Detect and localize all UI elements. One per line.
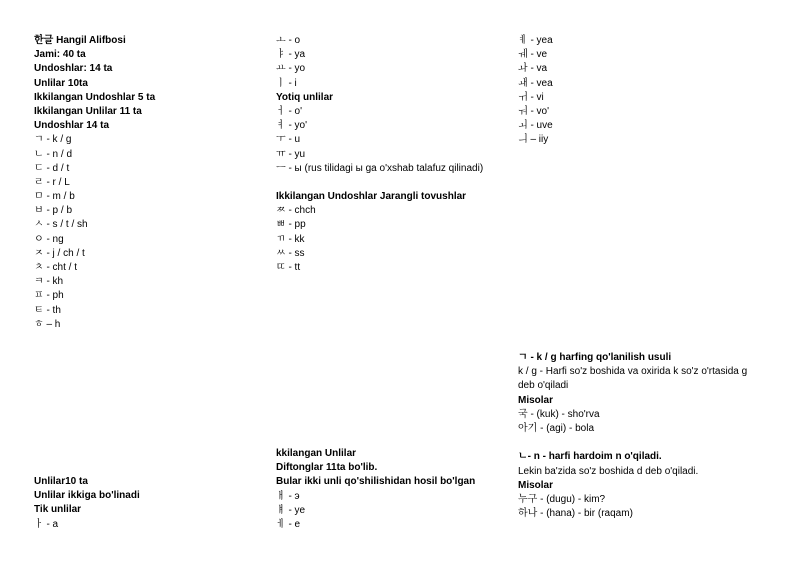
text-line: ㄴ- n - harfi hardoim n o'qiladi. <box>518 451 662 463</box>
text-line: Misolar <box>518 479 554 491</box>
text-line: ㅊ - cht / t <box>34 262 77 273</box>
text-line: ㅜ - u <box>276 134 301 146</box>
column-1-bottom <box>34 475 140 532</box>
text-line: ㅠ - yu <box>276 148 306 160</box>
text-line: deb o'qiladi <box>518 380 569 392</box>
column-2-bottom <box>276 447 475 532</box>
text-line: ㅎ – h <box>34 318 61 330</box>
text-line: Undoshlar 14 ta <box>34 120 110 132</box>
text-line: ㄱ - k / g <box>34 134 72 146</box>
text-line: ㅏ - a <box>34 518 59 530</box>
column-2-top <box>276 34 483 275</box>
column-3-top <box>518 34 553 148</box>
text-line: Jami: 40 ta <box>34 49 86 61</box>
text-line: 아기 - (agi) - bola <box>518 422 595 434</box>
text-line: Diftonglar 11ta bo'lib. <box>276 462 378 474</box>
text-line: ㅇ - ng <box>34 233 64 245</box>
text-line: Unlilar ikkiga bo'linadi <box>34 490 140 502</box>
column-3-bottom <box>518 351 747 521</box>
text-line: ㅘ - va <box>518 63 548 75</box>
blank-line <box>276 176 483 190</box>
text-line: ㅞ - ve <box>518 49 548 61</box>
text-line: ㄲ - kk <box>276 233 305 245</box>
text-line: ㅐ - э <box>276 490 300 502</box>
blank-line <box>518 436 747 450</box>
text-line: ㅋ - kh <box>34 276 64 288</box>
text-line: Bular ikki unli qo'shilishidan hosil bo'lgan <box>276 476 476 488</box>
text-line: ㅛ - yo <box>276 63 306 75</box>
text-line: ㅡ - ы (rus tilidagi ы ga o'xshab talafuz qilinadi) <box>276 162 484 174</box>
text-line: Yotiq unlilar <box>276 91 334 103</box>
text-line: ㄱ - k / g harfing qo'lanilish usuli <box>518 352 672 363</box>
text-line: ㅝ - vo' <box>518 105 550 117</box>
text-line: ㅚ - uve <box>518 120 553 132</box>
text-line: ㅕ - yo' <box>276 120 308 132</box>
text-line: 하나 - (hana) - bir (raqam) <box>518 508 633 520</box>
text-line: Ikkilangan Unlilar 11 ta <box>34 105 142 117</box>
text-line: ㅂ - p / b <box>34 205 73 217</box>
text-line: ㄷ - d / t <box>34 162 70 174</box>
text-line: ㅁ - m / b <box>34 191 75 203</box>
column-1-top <box>34 34 155 332</box>
text-line: ㅉ - chch <box>276 205 316 217</box>
text-line: 한글 Hangil Alifbosi <box>34 35 126 46</box>
text-line: 누구 - (dugu) - kim? <box>518 493 606 505</box>
text-line: ㅣ - i <box>276 77 297 89</box>
text-line: ㅟ - vi <box>518 91 544 103</box>
text-line: ㅌ - th <box>34 304 61 316</box>
text-line: ㅑ - ya <box>276 49 306 61</box>
text-line: ㅒ - ye <box>276 504 306 516</box>
text-line: Unlilar10 ta <box>34 476 88 487</box>
text-line: Tik unlilar <box>34 504 82 516</box>
text-line: ㄴ - n / d <box>34 148 73 160</box>
text-line: ㅈ - j / ch / t <box>34 247 85 259</box>
text-line: ㅔ - e <box>276 518 301 530</box>
text-line: k / g - Harfi so'z boshida va oxirida k so'z o'rtasida g <box>518 366 748 378</box>
text-line: ㅍ - ph <box>34 290 64 302</box>
text-line: ㅢ – iiy <box>518 134 549 146</box>
text-line: ㅙ - vea <box>518 77 553 89</box>
text-line: ㅗ - o <box>276 35 301 46</box>
text-line: ㅆ - ss <box>276 247 305 259</box>
text-line: Ikkilangan Undoshlar 5 ta <box>34 91 156 103</box>
text-line: Ikkilangan Undoshlar Jarangli tovushlar <box>276 191 467 203</box>
text-line: Undoshlar: 14 ta <box>34 63 113 75</box>
text-line: ㅅ - s / t / sh <box>34 219 88 231</box>
text-line: ㅃ - pp <box>276 219 306 231</box>
text-line: ㅓ - o' <box>276 105 303 117</box>
text-line: ㄸ - tt <box>276 262 301 273</box>
text-line: Lekin ba'zida so'z boshida d deb o'qiladi. <box>518 465 699 477</box>
text-line: kkilangan Unlilar <box>276 448 357 459</box>
text-line: 국 - (kuk) - sho'rva <box>518 408 600 420</box>
text-line: ㅖ - yea <box>518 35 553 46</box>
text-line: Unlilar 10ta <box>34 77 88 89</box>
text-line: Misolar <box>518 394 554 406</box>
text-line: ㄹ - r / L <box>34 176 70 188</box>
